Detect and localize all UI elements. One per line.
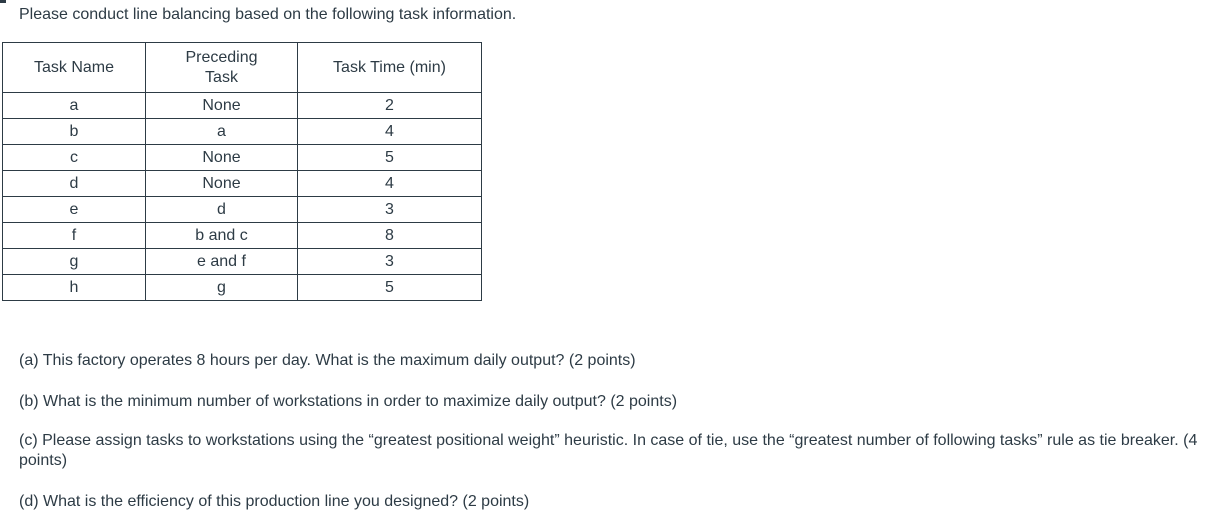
cell-preceding: e and f — [146, 249, 298, 275]
cell-preceding: None — [146, 171, 298, 197]
cell-task-name: c — [3, 145, 146, 171]
corner-mark — [0, 0, 6, 3]
cell-time: 8 — [298, 223, 482, 249]
header-preceding-task — [146, 43, 298, 93]
cell-preceding: g — [146, 275, 298, 301]
cell-time: 4 — [298, 119, 482, 145]
table-row — [3, 93, 482, 119]
table-row — [3, 275, 482, 301]
cell-task-name: f — [3, 223, 146, 249]
cell-task-name: g — [3, 249, 146, 275]
question-c: (c) Please assign tasks to workstations using the “greatest positional weight” heuristic. In case of tie, use the “greatest number of following tasks” rule as tie breaker. (4 points) — [19, 432, 1198, 469]
table-row — [3, 119, 482, 145]
table-header-row — [3, 43, 482, 93]
cell-time: 3 — [298, 197, 482, 223]
table-row — [3, 223, 482, 249]
header-task-time: Task Time (min) — [298, 43, 482, 93]
header-preceding-line1: Preceding — [185, 48, 258, 66]
cell-time: 4 — [298, 171, 482, 197]
cell-task-name: b — [3, 119, 146, 145]
question-b: (b) What is the minimum number of workstations in order to maximize daily output? (2 points) — [19, 393, 678, 410]
question-a: (a) This factory operates 8 hours per day. What is the maximum daily output? (2 points) — [19, 352, 636, 369]
cell-time: 5 — [298, 145, 482, 171]
cell-preceding: d — [146, 197, 298, 223]
cell-time: 5 — [298, 275, 482, 301]
cell-preceding: None — [146, 93, 298, 119]
question-d: (d) What is the efficiency of this production line you designed? (2 points) — [19, 493, 530, 510]
cell-task-name: a — [3, 93, 146, 119]
table-row — [3, 197, 482, 223]
cell-preceding: a — [146, 119, 298, 145]
cell-task-name: d — [3, 171, 146, 197]
cell-time: 3 — [298, 249, 482, 275]
table-row — [3, 145, 482, 171]
cell-task-name: e — [3, 197, 146, 223]
header-task-name: Task Name — [3, 43, 146, 93]
header-preceding-line2: Task — [205, 68, 238, 86]
table-row — [3, 171, 482, 197]
cell-preceding: b and c — [146, 223, 298, 249]
cell-time: 2 — [298, 93, 482, 119]
task-table — [2, 42, 482, 301]
cell-task-name: h — [3, 275, 146, 301]
cell-preceding: None — [146, 145, 298, 171]
table-row — [3, 249, 482, 275]
intro-text: Please conduct line balancing based on the following task information. — [19, 6, 517, 23]
